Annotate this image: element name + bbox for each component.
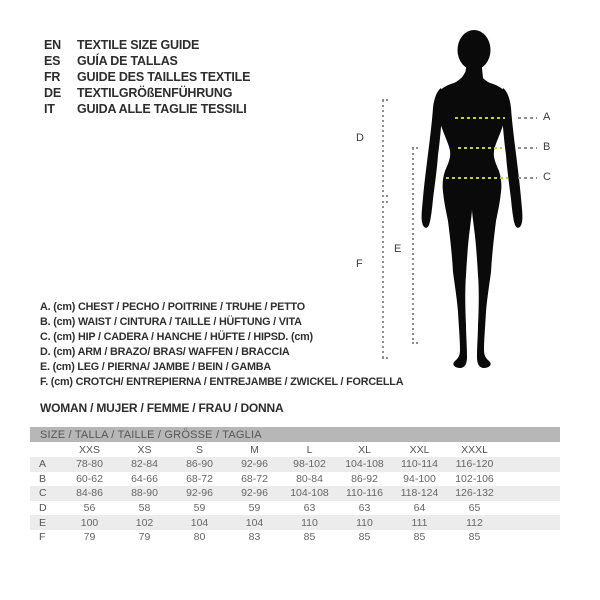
cell: 80 — [193, 531, 206, 544]
cell: 104-108 — [282, 486, 337, 501]
cell: 92-96 — [227, 486, 282, 501]
cell: 85 — [358, 531, 371, 544]
table-row-crotch — [30, 530, 560, 545]
cell: 79 — [83, 531, 96, 544]
cell: 112 — [447, 515, 502, 530]
cell: 104 — [227, 515, 282, 530]
cell-filler — [502, 457, 560, 472]
cell: 65 — [468, 502, 481, 515]
table-row-hip — [30, 486, 560, 501]
cell: 85 — [468, 531, 481, 544]
page-title-de: TEXTILGRÖßENFÜHRUNG — [77, 86, 233, 100]
size-col-xxl: XXL — [392, 442, 447, 457]
cell: 100 — [62, 515, 117, 530]
row-label: D — [39, 502, 47, 515]
chest-point-label: A — [543, 111, 551, 123]
language-code: ES — [44, 54, 61, 68]
leg-measure-line — [412, 148, 414, 343]
legend-item-hip: C. (cm) HIP / CADERA / HANCHE / HÜFTE / HIPSD. (cm) — [40, 331, 313, 343]
row-label: B — [39, 472, 47, 485]
cell: 110 — [337, 515, 392, 530]
chest-measure-line — [455, 117, 505, 119]
cell: 68-72 — [241, 472, 268, 485]
leg-point-label: E — [394, 243, 402, 255]
page-title-fr: GUIDE DES TAILLES TEXTILE — [77, 70, 251, 84]
page-title-en: TEXTILE SIZE GUIDE — [77, 38, 200, 52]
cell: 68-72 — [186, 472, 213, 485]
cell-filler — [502, 515, 560, 530]
measurement-legend — [40, 300, 403, 390]
cell: 116-120 — [447, 457, 502, 472]
cell: 86-90 — [172, 457, 227, 472]
row-label: A — [30, 457, 62, 472]
language-row-it — [44, 101, 250, 117]
hip-point-label: C — [543, 171, 551, 183]
cell: 110 — [282, 515, 337, 530]
woman-silhouette — [402, 28, 542, 373]
language-row-de — [44, 85, 250, 101]
cell: 104-108 — [337, 457, 392, 472]
cell: 110-116 — [337, 486, 392, 501]
cell: 118-124 — [392, 486, 447, 501]
cell: 56 — [83, 502, 96, 515]
cell: 85 — [303, 531, 316, 544]
cell: 59 — [248, 502, 261, 515]
waist-leader-line — [518, 147, 537, 149]
arm-line-top-tick — [382, 99, 389, 101]
cell: 126-132 — [447, 486, 502, 501]
gender-label: WOMAN / MUJER / FEMME / FRAU / DONNA — [40, 401, 284, 415]
arm-point-label: D — [356, 132, 364, 144]
cell: 102-106 — [455, 472, 494, 485]
crotch-line-top-tick — [382, 201, 388, 203]
cell: 63 — [358, 502, 371, 515]
legend-item-crotch: F. (cm) CROTCH/ ENTREPIERNA / ENTREJAMBE / ZWICKEL / FORCELLA — [40, 376, 404, 388]
legend-item-waist: B. (cm) WAIST / CINTURA / TAILLE / HÜFTUNG / VITA — [40, 316, 302, 328]
cell: 84-86 — [62, 486, 117, 501]
size-table-title-row — [30, 427, 560, 442]
cell: 111 — [392, 515, 447, 530]
cell: 83 — [248, 531, 261, 544]
size-table — [30, 427, 560, 545]
size-table-title: SIZE / TALLA / TAILLE / GRÖSSE / TAGLIA — [30, 427, 560, 442]
waist-measure-line — [458, 147, 502, 149]
table-row-chest — [30, 457, 560, 472]
size-col-spacer — [30, 442, 62, 457]
cell: 92-96 — [227, 457, 282, 472]
row-label: E — [30, 515, 62, 530]
crotch-point-label: F — [356, 258, 363, 270]
cell: 78-80 — [62, 457, 117, 472]
language-code: DE — [44, 86, 61, 100]
page-title-es: GUÍA DE TALLAS — [77, 54, 178, 68]
cell: 110-114 — [392, 457, 447, 472]
cell: 104 — [172, 515, 227, 530]
cell: 88-90 — [117, 486, 172, 501]
cell: 102 — [117, 515, 172, 530]
size-col-xxxl: XXXL — [447, 442, 502, 457]
cell: 92-96 — [172, 486, 227, 501]
hip-leader-line — [518, 177, 537, 179]
cell-filler — [502, 472, 560, 487]
language-code: IT — [44, 102, 55, 116]
language-row-fr — [44, 69, 250, 85]
cell: 86-92 — [351, 472, 378, 485]
size-col-xs: XS — [117, 442, 172, 457]
cell: 80-84 — [296, 472, 323, 485]
cell: 64 — [413, 502, 426, 515]
cell: 98-102 — [282, 457, 337, 472]
legend-item-arm: D. (cm) ARM / BRAZO/ BRAS/ WAFFEN / BRACCIA — [40, 346, 290, 358]
cell: 58 — [138, 502, 151, 515]
language-code: EN — [44, 38, 61, 52]
size-table-columns-row — [30, 442, 560, 457]
cell: 94-100 — [403, 472, 436, 485]
silhouette-left-arm — [422, 88, 443, 228]
silhouette-right-arm — [502, 88, 523, 228]
language-row-en — [44, 37, 250, 53]
cell: 85 — [413, 531, 426, 544]
legend-item-leg: E. (cm) LEG / PIERNA/ JAMBE / BEIN / GAMBA — [40, 361, 271, 373]
language-title-list — [44, 37, 250, 117]
cell: 60-62 — [76, 472, 103, 485]
table-row-leg — [30, 515, 560, 530]
chest-leader-line — [518, 117, 537, 119]
waist-point-label: B — [543, 141, 551, 153]
size-col-xxs: XXS — [62, 442, 117, 457]
cell: 59 — [193, 502, 206, 515]
page-title-it: GUIDA ALLE TAGLIE TESSILI — [77, 102, 247, 116]
arm-measure-line — [382, 100, 384, 196]
size-col-l: L — [282, 442, 337, 457]
language-row-es — [44, 53, 250, 69]
row-label: C — [30, 486, 62, 501]
size-col-filler — [502, 442, 560, 457]
silhouette-torso-legs — [437, 70, 508, 368]
cell: 82-84 — [117, 457, 172, 472]
cell-filler — [502, 501, 560, 516]
size-col-xl: XL — [337, 442, 392, 457]
cell: 64-66 — [131, 472, 158, 485]
table-row-arm — [30, 501, 560, 516]
table-row-waist — [30, 472, 560, 487]
leg-line-top-tick — [412, 147, 418, 149]
cell: 63 — [303, 502, 316, 515]
leg-line-bottom-tick — [412, 342, 418, 344]
cell-filler — [502, 530, 560, 545]
legend-item-chest: A. (cm) CHEST / PECHO / POITRINE / TRUHE / PETTO — [40, 301, 305, 313]
cell-filler — [502, 486, 560, 501]
size-col-s: S — [172, 442, 227, 457]
size-col-m: M — [227, 442, 282, 457]
language-code: FR — [44, 70, 61, 84]
hip-measure-line — [446, 177, 508, 179]
row-label: F — [39, 531, 46, 544]
cell: 79 — [138, 531, 151, 544]
arm-line-bottom-tick — [382, 195, 388, 197]
